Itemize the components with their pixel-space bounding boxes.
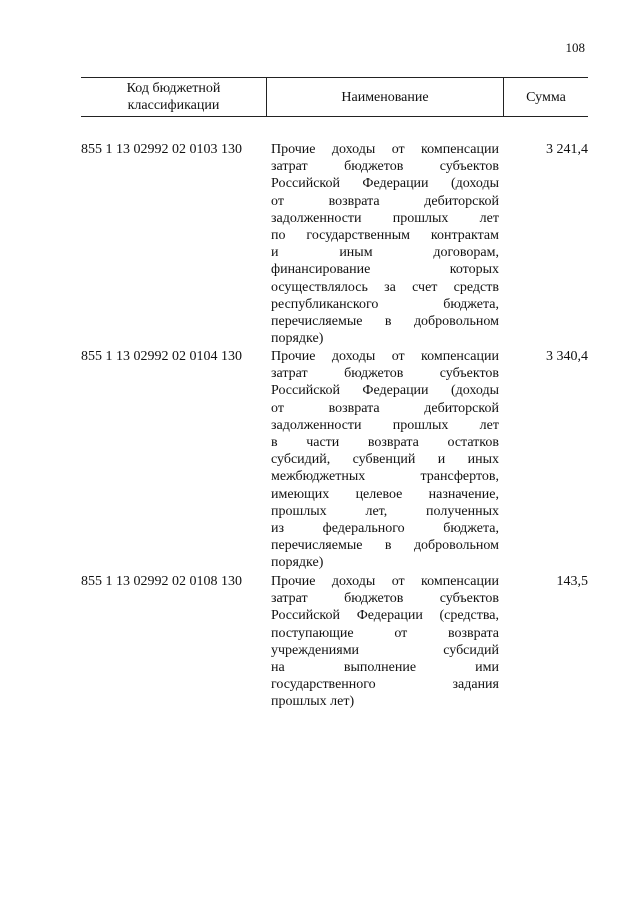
description-line: затрат бюджетов субъектов xyxy=(271,159,499,175)
description-line: межбюджетных трансфертов, xyxy=(271,469,499,485)
description-line: от возврата дебиторской xyxy=(271,400,499,416)
budget-code: 855 1 13 02992 02 0108 130 xyxy=(81,574,242,589)
description-line: из федерального бюджета, xyxy=(271,520,499,536)
description-line: субсидий, субвенций и иных xyxy=(271,452,499,468)
description-line: от возврата дебиторской xyxy=(271,193,499,209)
header-code: Код бюджетной классификации xyxy=(126,81,221,113)
description-line: по государственным контрактам xyxy=(271,227,499,243)
header-name: Наименование xyxy=(341,89,429,105)
header-sum: Сумма xyxy=(526,89,566,105)
description-line: порядке) xyxy=(271,331,324,347)
description-line: затрат бюджетов субъектов xyxy=(271,366,499,382)
row-amount: 3 340,4 xyxy=(546,349,588,364)
description-line: прошлых лет) xyxy=(271,694,355,710)
page-number: 108 xyxy=(565,40,585,55)
description-line: имеющих целевое назначение, xyxy=(271,486,499,502)
description-line: задолженности прошлых лет xyxy=(271,417,499,433)
row-amount: 3 241,4 xyxy=(546,142,588,157)
row-amount: 143,5 xyxy=(556,574,588,589)
description-line: республиканского бюджета, xyxy=(271,296,499,312)
description-line: в части возврата остатков xyxy=(271,434,499,450)
description-line: Прочие доходы от компенсации xyxy=(271,142,499,157)
description-line: учреждениями субсидий xyxy=(271,642,499,658)
description-line: Российской Федерации (доходы xyxy=(271,176,499,192)
description-line: затрат бюджетов субъектов xyxy=(271,591,499,607)
row-description xyxy=(271,141,499,347)
description-line: Российской Федерации (средства, xyxy=(271,608,499,624)
description-line: перечисляемые в добровольном xyxy=(271,313,499,329)
description-line: Прочие доходы от компенсации xyxy=(271,349,499,364)
row-description xyxy=(271,573,499,711)
description-line: задолженности прошлых лет xyxy=(271,210,499,226)
budget-code: 855 1 13 02992 02 0103 130 xyxy=(81,142,242,157)
description-line: Российской Федерации (доходы xyxy=(271,383,499,399)
description-line: финансирование которых xyxy=(271,262,499,278)
budget-code: 855 1 13 02992 02 0104 130 xyxy=(81,349,242,364)
description-line: государственного задания xyxy=(271,677,499,693)
description-line: прошлых лет, полученных xyxy=(271,503,499,519)
description-line: поступающие от возврата xyxy=(271,625,499,641)
description-line: на выполнение ими xyxy=(271,659,499,675)
description-line: порядке) xyxy=(271,555,324,571)
description-line: перечисляемые в добровольном xyxy=(271,538,499,554)
description-line: и иным договорам, xyxy=(271,245,499,261)
row-description xyxy=(271,348,499,571)
description-line: Прочие доходы от компенсации xyxy=(271,574,499,589)
description-line: осуществлялось за счет средств xyxy=(271,279,499,295)
table-header-bottom-rule xyxy=(81,116,588,117)
